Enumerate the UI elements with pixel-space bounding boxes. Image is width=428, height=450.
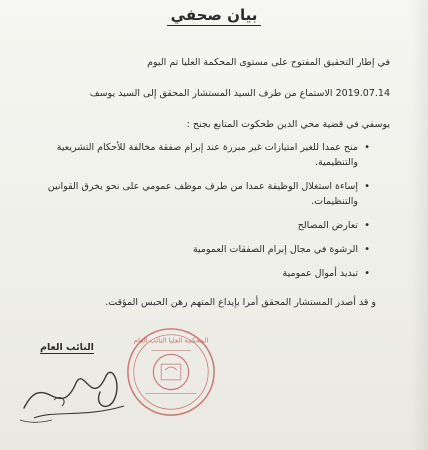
- stamp-text: المحكمة العليا النائب العام: [133, 336, 209, 345]
- charge-item: • تبديد أموال عمومية: [40, 266, 370, 281]
- intro-line-3: يوسفي في قضية محي الدين طحكوت المتابع بجنح :: [186, 119, 390, 130]
- intro-line-1: في إطار التحقيق المفتوح على مستوى المحكمة العليا تم اليوم: [147, 57, 390, 68]
- charge-item: • تعارض المصالح: [40, 218, 370, 233]
- charge-item: • إساءة استغلال الوظيفة عمدا من طرف موظف عمومي على نحو يخرق القوانين والتنظيمات.: [40, 179, 370, 209]
- document-title: [0, 6, 428, 24]
- document-title-text: بيان صحفي: [167, 6, 262, 26]
- court-stamp: [122, 320, 220, 424]
- intro-line-2: 2019.07.14 الاستماع من طرف السيد المستشار المحقق إلى السيد يوسف: [89, 88, 390, 99]
- charge-item: • الرشوة في مجال إبرام الصفقات العمومية: [40, 242, 370, 257]
- charge-item: • منح عمدا للغير امتيازات غير مبررة عند إبرام صفقة مخالفة للأحكام التشريعية والتنظيمية.: [40, 140, 370, 170]
- handwritten-signature: [14, 348, 134, 428]
- closing-statement: و قد أصدر المستشار المحقق أمرا بإيداع المتهم رهن الحبس المؤقت.: [105, 297, 376, 308]
- signature-title-text: النائب العام: [40, 342, 94, 353]
- intro-paragraph: [18, 56, 390, 132]
- charges-list: [40, 140, 370, 290]
- page-shadow-edge: [410, 0, 428, 450]
